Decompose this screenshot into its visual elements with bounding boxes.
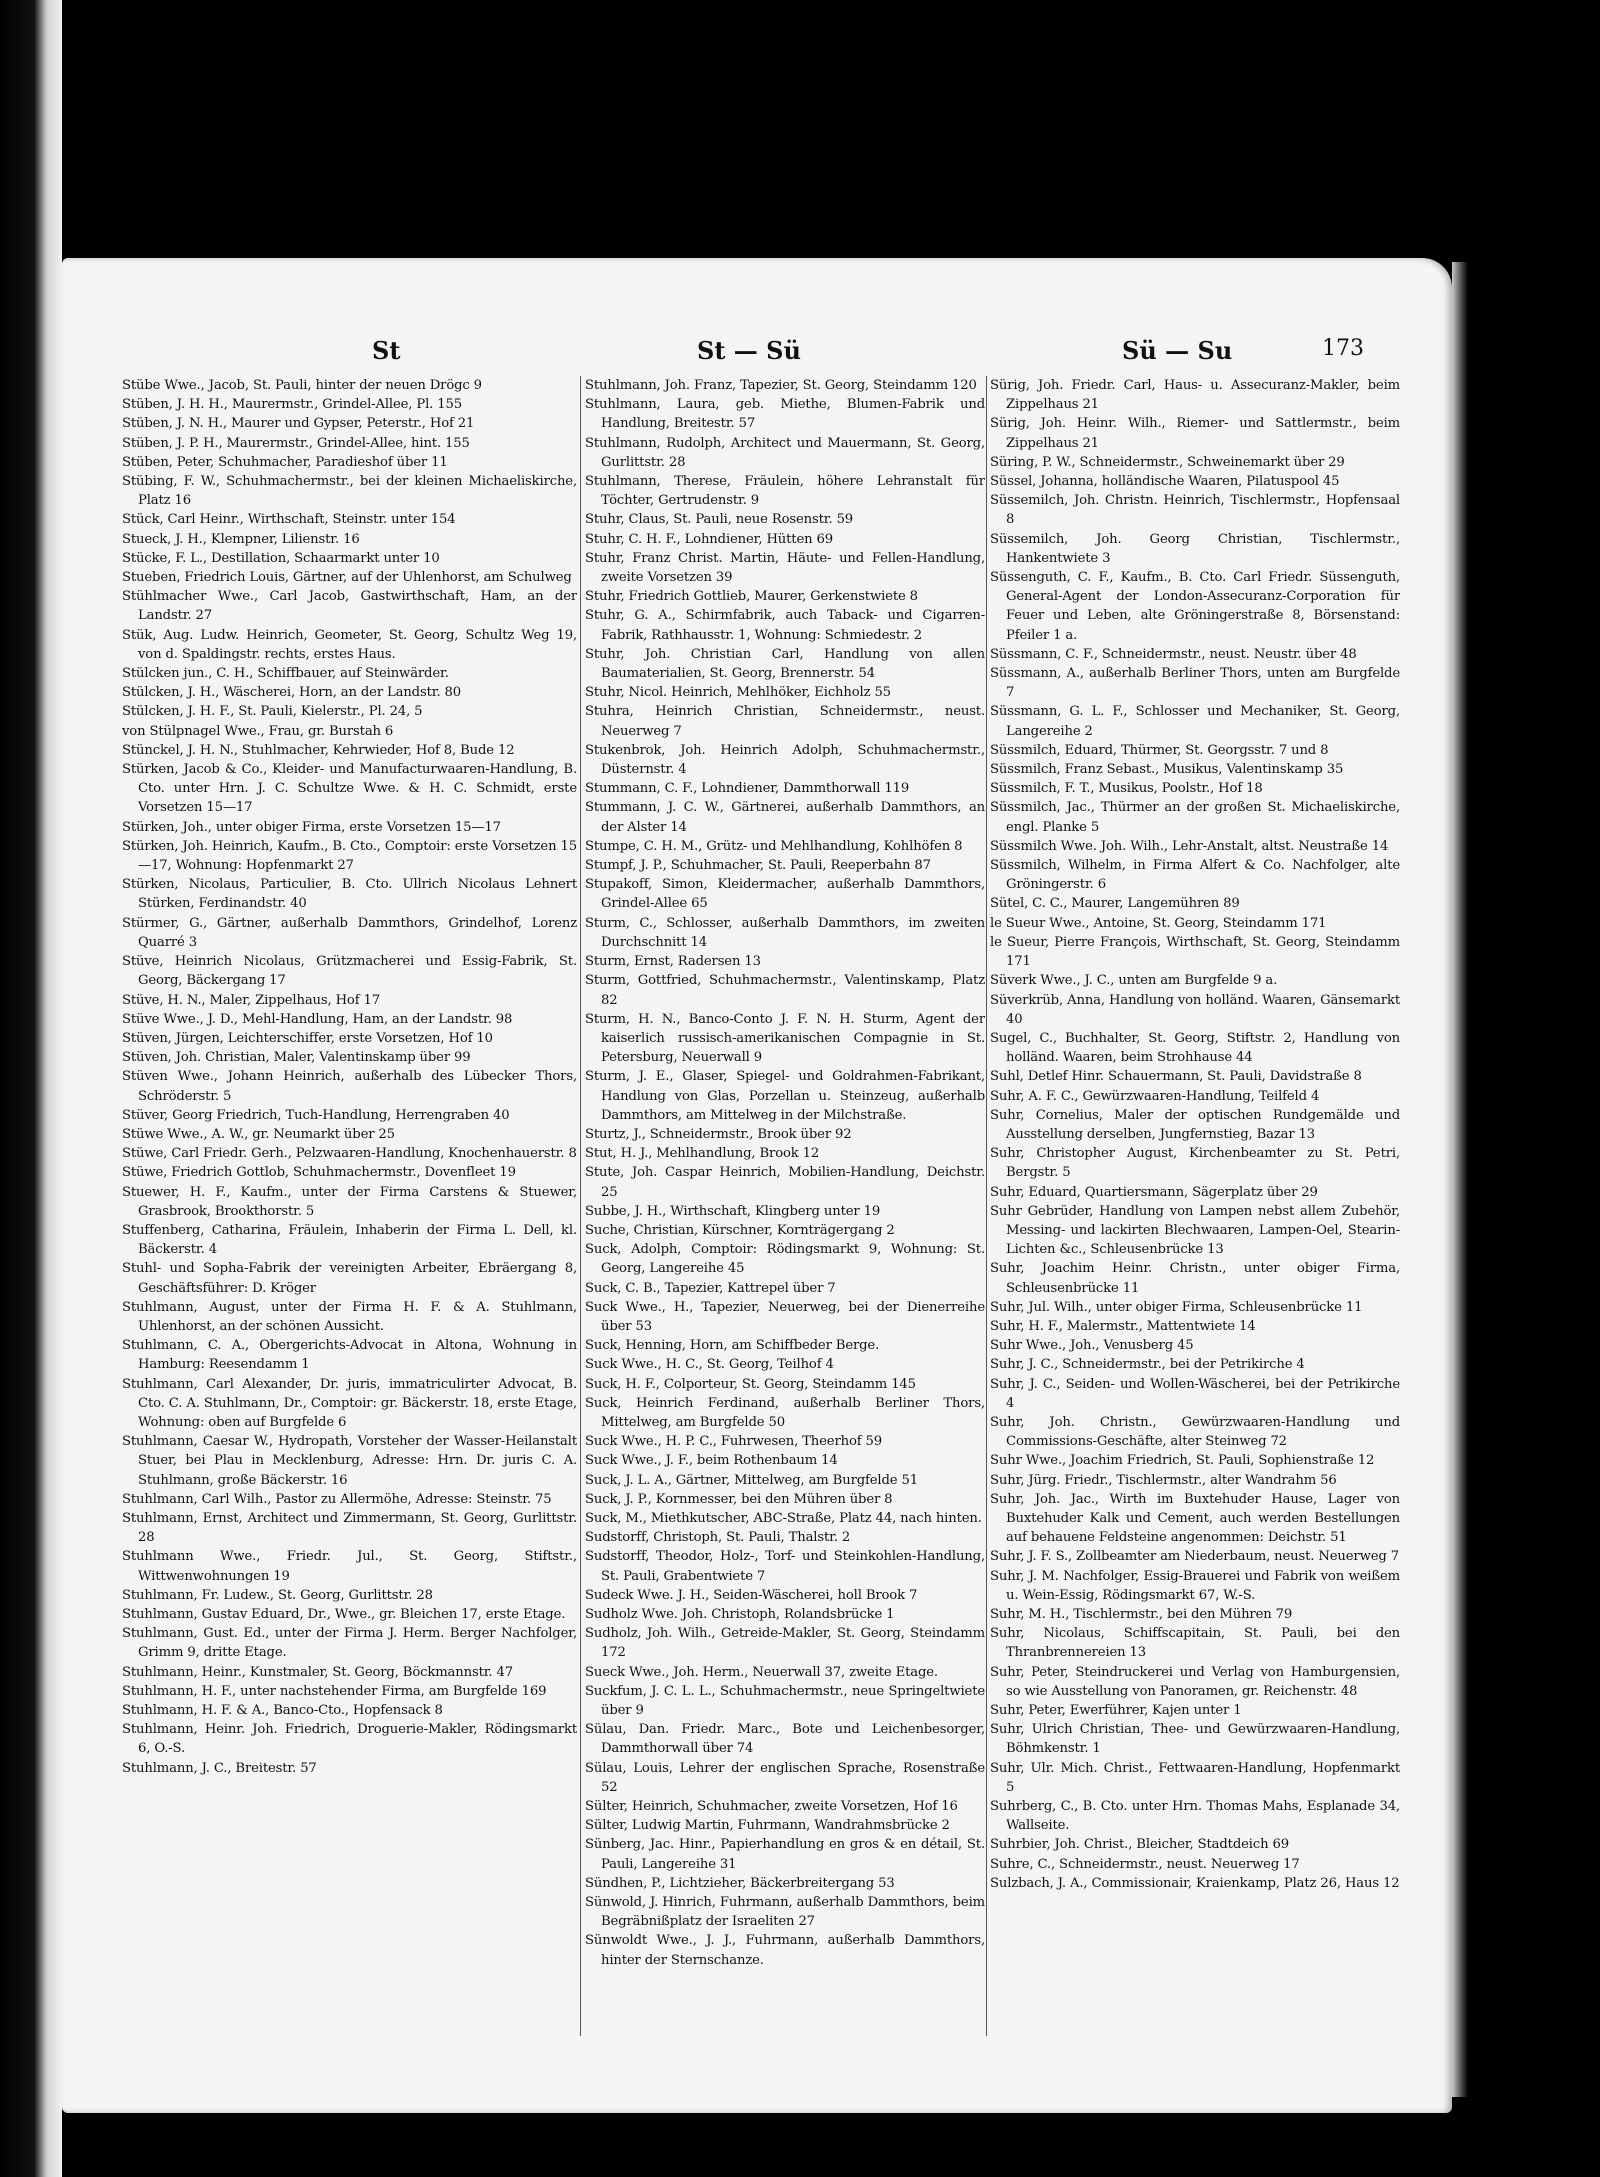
directory-entry: Süverk Wwe., J. C., unten am Burgfelde 9 a. <box>990 973 1278 989</box>
directory-entry: Stüben, J. P. H., Maurermstr., Grindel-Allee, hint. 155 <box>122 435 470 451</box>
directory-entry: Suck, Henning, Horn, am Schiffbeder Berge. <box>585 1338 880 1354</box>
directory-entry: Stuhlmann, Gust. Ed., unter der Firma J. Herm. Berger Nachfolger, Grimm 9, dritte Etage. <box>122 1626 577 1661</box>
directory-entry: Suhr, H. F., Malermstr., Mattentwiete 14 <box>990 1318 1256 1334</box>
directory-entry: Suhr, J. M. Nachfolger, Essig-Brauerei und Fabrik von weißem u. Wein-Essig, Rödingsmarkt 67, W.-S. <box>990 1568 1400 1603</box>
directory-entry: Suhr, Jul. Wilh., unter obiger Firma, Schleusenbrücke 11 <box>990 1299 1363 1315</box>
directory-entry: Sünberg, Jac. Hinr., Papierhandlung en gros & en détail, St. Pauli, Langereihe 31 <box>585 1837 985 1872</box>
directory-entry: Suhr Wwe., Joachim Friedrich, St. Pauli, Sophienstraße 12 <box>990 1453 1375 1469</box>
directory-entry: Suck, C. B., Tapezier, Kattrepel über 7 <box>585 1280 836 1296</box>
directory-entry: Sudholz Wwe. Joh. Christoph, Rolandsbrücke 1 <box>585 1607 895 1622</box>
directory-entry: Stummann, C. F., Lohndiener, Dammthorwall 119 <box>585 781 910 797</box>
directory-entry: Suhr Wwe., Joh., Venusberg 45 <box>990 1338 1194 1354</box>
directory-entry: Suhr, Christopher August, Kirchenbeamter zu St. Petri, Bergstr. 5 <box>990 1146 1400 1181</box>
directory-entry: Stüwe, Friedrich Gottlob, Schuhmachermstr., Dovenfleet 19 <box>122 1165 516 1181</box>
directory-entry: Sülau, Dan. Friedr. Marc., Bote und Leichenbesorger, Dammthorwall über 74 <box>585 1722 985 1757</box>
directory-entry: Süssmilch, Wilhelm, in Firma Alfert & Co. Nachfolger, alte Gröningerstr. 6 <box>990 858 1400 893</box>
column-right <box>990 376 1400 2076</box>
directory-entry: Suhr Gebrüder, Handlung von Lampen nebst allem Zubehör, Messing- und lackirten Blechwaaren, Lampen-Oel, Stearin-Lichten &c., Schleusenbrücke 13 <box>990 1203 1400 1258</box>
directory-entry: Stute, Joh. Caspar Heinrich, Mobilien-Handlung, Deichstr. 25 <box>585 1165 985 1200</box>
directory-entry: Sturm, J. E., Glaser, Spiegel- und Goldrahmen-Fabrikant, Handlung von Glas, Porzellan u. Steinzeug, außerhalb Dammthors, am Mittelweg in der Milchstraße. <box>585 1069 985 1123</box>
directory-entry: Suhr, Eduard, Quartiersmann, Sägerplatz über 29 <box>990 1184 1318 1200</box>
directory-entry: Suhr, Joachim Heinr. Christn., unter obiger Firma, Schleusenbrücke 11 <box>990 1261 1400 1296</box>
directory-entry: Stünckel, J. H. N., Stuhlmacher, Kehrwieder, Hof 8, Bude 12 <box>122 742 515 758</box>
directory-entry: Suhr, Ulr. Mich. Christ., Fettwaaren-Handlung, Hopfenmarkt 5 <box>990 1760 1400 1795</box>
directory-entry: Stübing, F. W., Schuhmachermstr., bei der kleinen Michaeliskirche, Platz 16 <box>122 474 577 509</box>
directory-entry: Stuhlmann, C. A., Obergerichts-Advocat in Altona, Wohnung in Hamburg: Reesendamm 1 <box>122 1338 577 1373</box>
directory-entry: Suhl, Detlef Hinr. Schauermann, St. Pauli, Davidstraße 8 <box>990 1069 1362 1085</box>
directory-entry: Stürmer, G., Gärtner, außerhalb Dammthors, Grindelhof, Lorenz Quarré 3 <box>122 915 577 950</box>
directory-entry: Stuhlmann, Joh. Franz, Tapezier, St. Georg, Steindamm 120 <box>585 378 977 393</box>
directory-entry: Suck, Adolph, Comptoir: Rödingsmarkt 9, Wohnung: St. Georg, Langereihe 45 <box>585 1242 985 1277</box>
directory-entry: Sütel, C. C., Maurer, Langemühren 89 <box>990 896 1240 912</box>
directory-entry: Stuhlmann, Laura, geb. Miethe, Blumen-Fabrik und Handlung, Breitestr. 57 <box>585 397 985 432</box>
directory-entry: Suck Wwe., J. F., beim Rothenbaum 14 <box>585 1453 838 1469</box>
directory-entry: Stuhlmann, H. F., unter nachstehender Firma, am Burgfelde 169 <box>122 1683 547 1699</box>
directory-entry: Suhr, Nicolaus, Schiffscapitain, St. Pauli, bei den Thranbrennereien 13 <box>990 1626 1400 1661</box>
directory-entry: Sturm, C., Schlosser, außerhalb Dammthors, im zweiten Durchschnitt 14 <box>585 915 985 950</box>
directory-entry: Süssmann, C. F., Schneidermstr., neust. Neustr. über 48 <box>990 646 1357 662</box>
directory-entry: Süssmilch, F. T., Musikus, Poolstr., Hof 18 <box>990 781 1263 797</box>
directory-entry: Sülter, Heinrich, Schuhmacher, zweite Vorsetzen, Hof 16 <box>585 1799 958 1815</box>
directory-entry: Sünwold, J. Hinrich, Fuhrmann, außerhalb Dammthors, beim Begräbnißplatz der Israeliten 27 <box>585 1895 985 1930</box>
directory-entry: Sülau, Louis, Lehrer der englischen Sprache, Rosenstraße 52 <box>585 1760 985 1795</box>
directory-entry: Stueck, J. H., Klempner, Lilienstr. 16 <box>122 531 360 547</box>
directory-entry: Stuffenberg, Catharina, Fräulein, Inhaberin der Firma L. Dell, kl. Bäckerstr. 4 <box>122 1222 577 1258</box>
directory-entry: Stukenbrok, Joh. Heinrich Adolph, Schuhmachermstr., Düsternstr. 4 <box>585 742 985 778</box>
directory-entry: Suck, J. L. A., Gärtner, Mittelweg, am Burgfelde 51 <box>585 1472 918 1488</box>
directory-entry: Stuhlmann, Heinr., Kunstmaler, St. Georg, Böckmannstr. 47 <box>122 1664 513 1680</box>
directory-entry: Sündhen, P., Lichtzieher, Bäckerbreitergang 53 <box>585 1875 895 1891</box>
directory-entry: Stuhr, Claus, St. Pauli, neue Rosenstr. 59 <box>585 512 854 528</box>
directory-entry: Suhr, M. H., Tischlermstr., bei den Mühren 79 <box>990 1607 1293 1622</box>
directory-entry: Suhr, Peter, Steindruckerei und Verlag von Hamburgensien, so wie Ausstellung von Panoramen, gr. Reichenstr. 48 <box>990 1664 1400 1699</box>
directory-entry: Süssmilch, Jac., Thürmer an der großen St. Michaeliskirche, engl. Planke 5 <box>990 800 1400 835</box>
directory-entry: Süssmann, G. L. F., Schlosser und Mechaniker, St. Georg, Langereihe 2 <box>990 704 1400 739</box>
directory-entry: Sturm, H. N., Banco-Conto J. F. N. H. Sturm, Agent der kaiserlich russisch-amerikanischen Compagnie in St. Petersburg, Neuerwall 9 <box>585 1011 985 1066</box>
directory-entry: Süssenguth, C. F., Kaufm., B. Cto. Carl Friedr. Süssenguth, General-Agent der London-Assecuranz-Corporation für Feuer und Leben, alte Gröningerstraße 8, Börsenstand: Pfeiler 1 a. <box>990 570 1400 643</box>
directory-entry: Süssemilch, Joh. Georg Christian, Tischlermstr., Hankentwiete 3 <box>990 531 1400 566</box>
directory-entry: Suck Wwe., H., Tapezier, Neuerweg, bei der Dienerreihe über 53 <box>585 1299 985 1334</box>
directory-entry: Sudstorff, Christoph, St. Pauli, Thalstr. 2 <box>585 1530 851 1546</box>
directory-entry: Sülter, Ludwig Martin, Fuhrmann, Wandrahmsbrücke 2 <box>585 1818 950 1834</box>
directory-entry: Stüve Wwe., J. D., Mehl-Handlung, Ham, an der Landstr. 98 <box>122 1011 513 1027</box>
directory-entry: Stürken, Joh., unter obiger Firma, erste Vorsetzen 15—17 <box>122 819 501 835</box>
directory-entry: Stülcken, J. H., Wäscherei, Horn, an der Landstr. 80 <box>122 685 462 701</box>
directory-entry: Suhr, Jürg. Friedr., Tischlermstr., alter Wandrahm 56 <box>990 1472 1337 1488</box>
directory-entry: Stücke, F. L., Destillation, Schaarmarkt unter 10 <box>122 550 440 566</box>
directory-entry: Suhr, J. C., Seiden- und Wollen-Wäscherei, bei der Petrikirche 4 <box>990 1376 1400 1411</box>
column-left <box>122 376 577 2076</box>
directory-entry: Stuhlmann, Rudolph, Architect und Mauermann, St. Georg, Gurlittstr. 28 <box>585 435 985 470</box>
directory-entry: Sturm, Ernst, Radersen 13 <box>585 954 761 970</box>
directory-entry: Sudeck Wwe. J. H., Seiden-Wäscherei, holl Brook 7 <box>585 1587 918 1603</box>
directory-entry: Süssmann, A., außerhalb Berliner Thors, unten am Burgfelde 7 <box>990 666 1400 701</box>
directory-entry: Suck, J. P., Kornmesser, bei den Mühren über 8 <box>585 1491 893 1507</box>
directory-entry: Stuhlmann, H. F. & A., Banco-Cto., Hopfensack 8 <box>122 1703 443 1719</box>
directory-entry: Suckfum, J. C. L. L., Schuhmachermstr., neue Springeltwiete über 9 <box>585 1683 985 1719</box>
directory-entry: Stuhlmann, August, unter der Firma H. F. & A. Stuhlmann, Uhlenhorst, an der schönen Aussicht. <box>122 1299 577 1334</box>
directory-entry: Stuhlmann, Gustav Eduard, Dr., Wwe., gr. Bleichen 17, erste Etage. <box>122 1607 566 1622</box>
directory-entry: Suche, Christian, Kürschner, Kornträgergang 2 <box>585 1222 895 1238</box>
directory-entry: le Sueur Wwe., Antoine, St. Georg, Steindamm 171 <box>990 915 1327 931</box>
directory-entry: Stüven Wwe., Johann Heinrich, außerhalb des Lübecker Thors, Schröderstr. 5 <box>122 1069 577 1104</box>
directory-entry: Stuhr, C. H. F., Lohndiener, Hütten 69 <box>585 531 833 547</box>
directory-entry: Sürig, Joh. Heinr. Wilh., Riemer- und Sattlermstr., beim Zippelhaus 21 <box>990 416 1400 451</box>
directory-entry: Stürken, Joh. Heinrich, Kaufm., B. Cto., Comptoir: erste Vorsetzen 15—17, Wohnung: Hopfenmarkt 27 <box>122 838 577 874</box>
directory-entry: Sürig, Joh. Friedr. Carl, Haus- u. Assecuranz-Makler, beim Zippelhaus 21 <box>990 378 1400 413</box>
directory-entry: Stuhr, Franz Christ. Martin, Häute- und Fellen-Handlung, zweite Vorsetzen 39 <box>585 550 985 586</box>
directory-entry: Stübe Wwe., Jacob, St. Pauli, hinter der neuen Drögc 9 <box>122 378 482 393</box>
directory-entry: Stuhlmann, Ernst, Architect und Zimmermann, St. Georg, Gurlittstr. 28 <box>122 1510 577 1546</box>
page-edge-shadow <box>1452 262 1468 2097</box>
directory-entry: Süssel, Johanna, holländische Waaren, Pilatuspool 45 <box>990 474 1340 490</box>
directory-entry: Stüve, Heinrich Nicolaus, Grützmacherei und Essig-Fabrik, St. Georg, Bäckergang 17 <box>122 954 577 989</box>
directory-entry: Stülcken, J. H. F., St. Pauli, Kielerstr., Pl. 24, 5 <box>122 704 423 720</box>
directory-entry: Stük, Aug. Ludw. Heinrich, Geometer, St. Georg, Schultz Weg 19, von d. Spaldingstr. rechts, erstes Haus. <box>122 627 577 662</box>
directory-entry: Stuhlmann, Therese, Fräulein, höhere Lehranstalt für Töchter, Gertrudenstr. 9 <box>585 474 985 509</box>
directory-entry: Sünwoldt Wwe., J. J., Fuhrmann, außerhalb Dammthors, hinter der Sternschanze. <box>585 1933 985 1968</box>
directory-entry: Stüben, J. N. H., Maurer und Gypser, Peterstr., Hof 21 <box>122 416 475 432</box>
directory-entry: Sugel, C., Buchhalter, St. Georg, Stiftstr. 2, Handlung von holländ. Waaren, beim Strohhause 44 <box>990 1030 1400 1066</box>
directory-entry: Stuhlmann, Fr. Ludew., St. Georg, Gurlittstr. 28 <box>122 1587 433 1603</box>
directory-entry: Stüben, Peter, Schuhmacher, Paradieshof über 11 <box>122 454 448 470</box>
directory-entry: Stüve, H. N., Maler, Zippelhaus, Hof 17 <box>122 992 380 1008</box>
directory-entry: Stüver, Georg Friedrich, Tuch-Handlung, Herrengraben 40 <box>122 1107 510 1123</box>
directory-entry: Stueben, Friedrich Louis, Gärtner, auf der Uhlenhorst, am Schulweg <box>122 570 572 586</box>
directory-entry: Stück, Carl Heinr., Wirthschaft, Steinstr. unter 154 <box>122 512 456 528</box>
directory-entry: Stuhra, Heinrich Christian, Schneidermstr., neust. Neuerweg 7 <box>585 704 985 739</box>
directory-entry: Sturtz, J., Schneidermstr., Brook über 92 <box>585 1126 852 1142</box>
directory-entry: Sueck Wwe., Joh. Herm., Neuerwall 37, zweite Etage. <box>585 1664 938 1680</box>
page-number: 173 <box>1322 336 1364 361</box>
directory-entry: Suck, M., Miethkutscher, ABC-Straße, Platz 44, nach hinten. <box>585 1510 982 1526</box>
book-spine-shadow <box>0 0 62 2177</box>
directory-entry: Suck, H. F., Colporteur, St. Georg, Steindamm 145 <box>585 1376 916 1392</box>
directory-entry: Stuewer, H. F., Kaufm., unter der Firma Carstens & Stuewer, Grasbrook, Brookthorstr. 5 <box>122 1184 577 1219</box>
directory-entry: Suhre, C., Schneidermstr., neust. Neuerweg 17 <box>990 1856 1300 1872</box>
directory-entry: Süverkrüb, Anna, Handlung von holländ. Waaren, Gänsemarkt 40 <box>990 992 1400 1027</box>
directory-entry: Sudstorff, Theodor, Holz-, Torf- und Steinkohlen-Handlung, St. Pauli, Grabentwiete 7 <box>585 1549 985 1584</box>
directory-entry: Sulzbach, J. A., Commissionair, Kraienkamp, Platz 26, Haus 12 <box>990 1875 1400 1891</box>
directory-entry: le Sueur, Pierre François, Wirthschaft, St. Georg, Steindamm 171 <box>990 934 1400 970</box>
running-header <box>112 336 1402 376</box>
directory-entry: Suck Wwe., H. C., St. Georg, Teilhof 4 <box>585 1357 834 1373</box>
directory-entry: Suhr, Cornelius, Maler der optischen Rundgemälde und Ausstellung derselben, Jungfernstieg, Bazar 13 <box>990 1107 1400 1142</box>
directory-entry: Stüven, Joh. Christian, Maler, Valentinskamp über 99 <box>122 1050 471 1066</box>
directory-entry: Subbe, J. H., Wirthschaft, Klingberg unter 19 <box>585 1203 881 1219</box>
directory-entry: Stuhlmann Wwe., Friedr. Jul., St. Georg, Stiftstr., Wittwenwohnungen 19 <box>122 1549 577 1584</box>
directory-entry: Stüwe, Carl Friedr. Gerh., Pelzwaaren-Handlung, Knochenhauerstr. 8 <box>122 1146 577 1162</box>
directory-entry: Stumpe, C. H. M., Grütz- und Mehlhandlung, Kohlhöfen 8 <box>585 838 963 854</box>
directory-entry: Suhr, J. F. S., Zollbeamter am Niederbaum, neust. Neuerweg 7 <box>990 1549 1399 1565</box>
directory-entry: Suck, Heinrich Ferdinand, außerhalb Berliner Thors, Mittelweg, am Burgfelde 50 <box>585 1395 985 1430</box>
directory-entry: Stuhl- und Sopha-Fabrik der vereinigten Arbeiter, Ebräergang 8, Geschäftsführer: D. Kröger <box>122 1261 577 1296</box>
directory-entry: von Stülpnagel Wwe., Frau, gr. Burstah 6 <box>122 723 394 739</box>
directory-entry: Stummann, J. C. W., Gärtnerei, außerhalb Dammthors, an der Alster 14 <box>585 800 985 835</box>
directory-entry: Suhr, Joh. Jac., Wirth im Buxtehuder Hause, Lager von Buxtehuder Kalk und Cement, auch werden Bestellungen auf behauene Feldsteine angenommen: Deichstr. 51 <box>990 1491 1400 1546</box>
directory-entry: Suhr, J. C., Schneidermstr., bei der Petrikirche 4 <box>990 1357 1305 1373</box>
header-right-key: Sü — Su <box>1122 336 1233 365</box>
directory-entry: Süring, P. W., Schneidermstr., Schweinemarkt über 29 <box>990 454 1345 470</box>
directory-entry: Stupakoff, Simon, Kleidermacher, außerhalb Dammthors, Grindel-Allee 65 <box>585 877 985 912</box>
directory-entry: Stüwe Wwe., A. W., gr. Neumarkt über 25 <box>122 1126 395 1142</box>
directory-entry: Sudholz, Joh. Wilh., Getreide-Makler, St. Georg, Steindamm 172 <box>585 1626 985 1661</box>
column-divider <box>986 376 987 2036</box>
directory-entry: Stuhr, Joh. Christian Carl, Handlung von allen Baumaterialien, St. Georg, Brennerstr. 54 <box>585 646 985 682</box>
directory-entry: Stuhlmann, Heinr. Joh. Friedrich, Droguerie-Makler, Rödingsmarkt 6, O.-S. <box>122 1722 577 1757</box>
directory-entry: Stumpf, J. P., Schuhmacher, St. Pauli, Reeperbahn 87 <box>585 858 931 874</box>
directory-entry: Süssmilch, Franz Sebast., Musikus, Valentinskamp 35 <box>990 762 1344 778</box>
directory-entry: Stuhlmann, Caesar W., Hydropath, Vorsteher der Wasser-Heilanstalt Stuer, bei Plau in Mecklenburg, Adresse: Hrn. Dr. juris C. A. Stuhlmann, große Bäckerstr. 16 <box>122 1434 577 1488</box>
column-middle <box>585 376 985 2076</box>
directory-entry: Suhr, Peter, Ewerführer, Kajen unter 1 <box>990 1703 1242 1719</box>
directory-entry: Stüven, Jürgen, Leichterschiffer, erste Vorsetzen, Hof 10 <box>122 1030 493 1046</box>
directory-entry: Stürken, Jacob & Co., Kleider- und Manufacturwaaren-Handlung, B. Cto. unter Hrn. J. C. Schultze Wwe. & H. C. Schmidt, erste Vorsetzen 15—17 <box>122 762 577 816</box>
directory-entry: Suhr, Ulrich Christian, Thee- und Gewürzwaaren-Handlung, Böhmkenstr. 1 <box>990 1722 1400 1757</box>
directory-entry: Suhrberg, C., B. Cto. unter Hrn. Thomas Mahs, Esplanade 34, Wallseite. <box>990 1799 1400 1834</box>
directory-entry: Süssemilch, Joh. Christn. Heinrich, Tischlermstr., Hopfensaal 8 <box>990 493 1400 528</box>
directory-entry: Suhr, Joh. Christn., Gewürzwaaren-Handlung und Commissions-Geschäfte, alter Steinweg 72 <box>990 1414 1400 1450</box>
directory-entry: Stuhlmann, J. C., Breitestr. 57 <box>122 1760 317 1776</box>
header-left-key: St <box>372 336 401 365</box>
directory-entry: Stuhr, Nicol. Heinrich, Mehlhöker, Eichholz 55 <box>585 685 891 701</box>
directory-entry: Stülcken jun., C. H., Schiffbauer, auf Steinwärder. <box>122 666 449 682</box>
column-divider <box>580 376 581 2036</box>
header-center-key: St — Sü <box>697 336 801 365</box>
directory-entry: Stühlmacher Wwe., Carl Jacob, Gastwirthschaft, Ham, an der Landstr. 27 <box>122 589 577 624</box>
directory-entry: Sturm, Gottfried, Schuhmachermstr., Valentinskamp, Platz 82 <box>585 973 985 1008</box>
directory-entry: Stuhlmann, Carl Wilh., Pastor zu Allermöhe, Adresse: Steinstr. 75 <box>122 1491 552 1507</box>
directory-entry: Stüben, J. H. H., Maurermstr., Grindel-Allee, Pl. 155 <box>122 397 462 413</box>
directory-entry: Suck Wwe., H. P. C., Fuhrwesen, Theerhof 59 <box>585 1434 883 1450</box>
directory-entry: Stuhlmann, Carl Alexander, Dr. juris, immatriculirter Advocat, B. Cto. C. A. Stuhlmann, Dr., Comptoir: gr. Bäckerstr. 18, erste Etage, Wohnung: oben auf Burgfelde 6 <box>122 1376 577 1430</box>
directory-entry: Stürken, Nicolaus, Particulier, B. Cto. Ullrich Nicolaus Lehnert Stürken, Ferdinandstr. 40 <box>122 877 577 912</box>
directory-entry: Süssmilch, Eduard, Thürmer, St. Georgsstr. 7 und 8 <box>990 742 1329 758</box>
directory-entry: Stuhr, G. A., Schirmfabrik, auch Taback- und Cigarren-Fabrik, Rathhausstr. 1, Wohnung: Schmiedestr. 2 <box>585 608 985 643</box>
directory-entry: Suhr, A. F. C., Gewürzwaaren-Handlung, Teilfeld 4 <box>990 1088 1320 1104</box>
directory-entry: Stut, H. J., Mehlhandlung, Brook 12 <box>585 1146 820 1162</box>
directory-entry: Suhrbier, Joh. Christ., Bleicher, Stadtdeich 69 <box>990 1837 1289 1853</box>
directory-page <box>62 258 1452 2113</box>
directory-entry: Stuhr, Friedrich Gottlieb, Maurer, Gerkenstwiete 8 <box>585 589 918 605</box>
directory-entry: Süssmilch Wwe. Joh. Wilh., Lehr-Anstalt, altst. Neustraße 14 <box>990 838 1389 854</box>
